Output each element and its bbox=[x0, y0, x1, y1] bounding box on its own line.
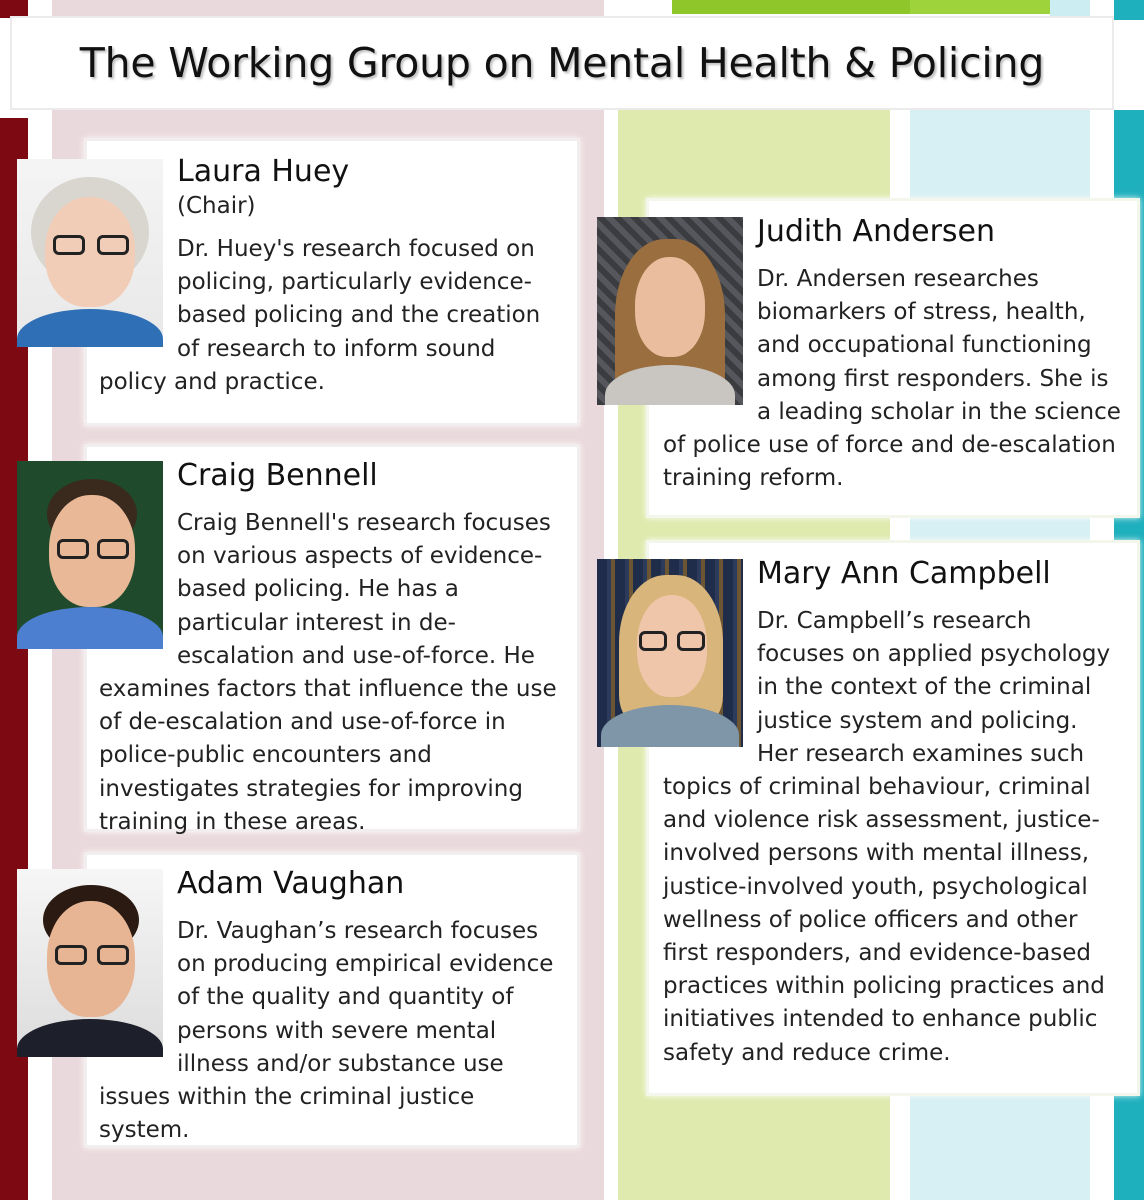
member-bio: Dr. Andersen researches biomarkers of stress, health, and occupational functioning among first responders. She is a leading scholar in the science of police use of force and de-escalation training reform. bbox=[663, 266, 1121, 492]
title-banner bbox=[10, 16, 1114, 110]
portrait-judith-andersen bbox=[597, 217, 743, 405]
portrait-craig-bennell bbox=[17, 461, 163, 649]
member-bio: Dr. Campbell’s research focuses on applied psychology in the context of the criminal justice system and policing. Her research examines such topics of criminal behaviour, criminal and violence risk assessment, justice-involved persons with mental illness, justice-involved youth, psychological wellness of police officers and other first responders, and evidence-based practices within policing practices and initiatives intended to enhance public safety and reduce crime. bbox=[663, 608, 1111, 1066]
member-bio: Dr. Huey's research focused on policing, particularly evidence-based policing and the creation of research to inform sound policy and practice. bbox=[99, 236, 541, 395]
member-name: Mary Ann Campbell bbox=[757, 556, 1051, 591]
portrait-laura-huey bbox=[17, 159, 163, 347]
teal-band-top bbox=[1114, 0, 1144, 20]
member-bio: Dr. Vaughan’s research focuses on producing empirical evidence of the quality and quantity of persons with severe mental illness and/or substance use issues within the criminal justice system. bbox=[99, 918, 554, 1144]
lime-band-top bbox=[672, 0, 910, 14]
lime-band-top-2 bbox=[910, 0, 1050, 14]
member-bio: Craig Bennell's research focuses on various aspects of evidence-based policing. He has a particular interest in de-escalation and use-of-force. He examines factors that influence the use of de-escalation and use-of-force in police-public encounters and investigates strategies for improving training in these areas. bbox=[99, 510, 557, 835]
page-title: The Working Group on Mental Health & Policing bbox=[79, 39, 1045, 87]
member-name: Judith Andersen bbox=[757, 214, 996, 249]
portrait-adam-vaughan bbox=[17, 869, 163, 1057]
member-role: (Chair) bbox=[177, 193, 256, 219]
member-card-craig-bennell bbox=[84, 444, 580, 835]
member-card-mary-ann-campbell bbox=[646, 540, 1140, 1096]
member-name: Craig Bennell bbox=[177, 458, 378, 493]
member-name: Laura Huey bbox=[177, 154, 350, 189]
member-card-adam-vaughan bbox=[84, 852, 580, 1148]
portrait-mary-ann-campbell bbox=[597, 559, 743, 747]
member-card-judith-andersen bbox=[646, 198, 1140, 518]
member-card-laura-huey bbox=[84, 138, 580, 426]
member-name: Adam Vaughan bbox=[177, 866, 405, 901]
